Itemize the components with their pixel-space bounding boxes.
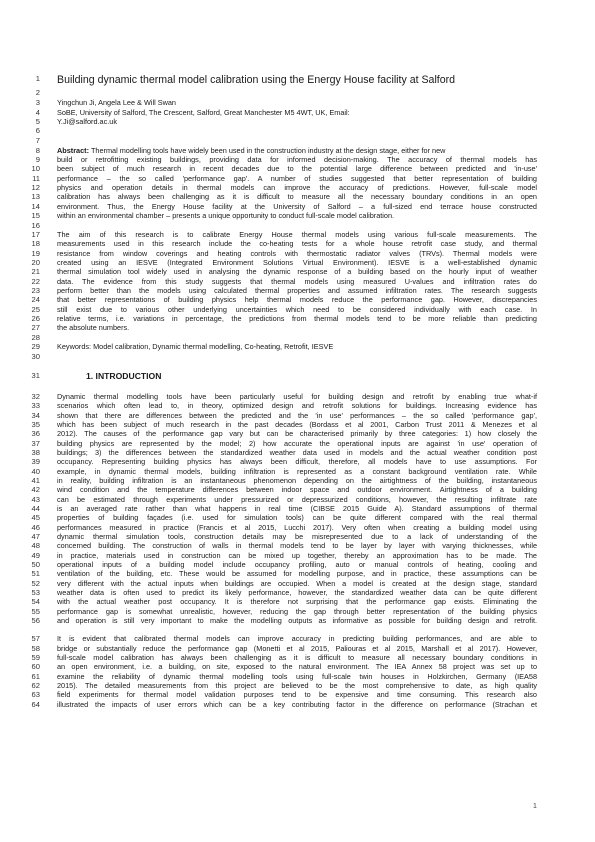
line-text: Yingchun Ji, Angela Lee & Will Swan [57,98,176,107]
line-text: created using an IESVE (Integrated Environment Solutions Virtual Environment). IESVE is a well-established dynamic [57,258,537,267]
line-text: occupancy. Representing building physics has always been difficult, therefore, all models have to use assumptions. For [57,457,537,466]
manuscript-line [0,323,595,333]
manuscript-line [0,485,595,495]
manuscript-line [0,295,595,305]
manuscript-line [0,267,595,277]
line-number: 63 [31,690,40,699]
line-text: and operation is still very important to make the modelling outputs as informative as possible for building design and retrofit. [57,616,537,625]
line-number: 4 [35,108,40,117]
line-number: 13 [31,192,40,201]
line-text: weather data is often used to predict its likely performance, however, the standardized weather data can be quite different [57,588,537,597]
manuscript-line [0,690,595,700]
line-text: thermal simulation tool widely used in analysing the dynamic response of a building based on the hourly input of weather [57,267,537,276]
line-number: 22 [31,277,40,286]
manuscript-line [0,401,595,411]
manuscript-line [0,662,595,672]
line-text: dynamic thermal simulation tools, construction details may be misrepresented due to a lack of understanding of the [57,532,537,541]
line-number: 51 [31,569,40,578]
line-number: 31 [31,371,40,380]
line-number: 52 [31,579,40,588]
line-number: 47 [31,532,40,541]
line-number: 1 [35,74,40,83]
line-text: perform better than the models using calculated thermal properties and assumed infiltration rates. The research suggests [57,286,537,295]
line-number: 6 [35,126,40,135]
line-text: performance – the so called 'performance gap'. A number of studies suggested that better representation of building [57,174,537,183]
line-text: performances measured in practice (Francis et al 2015, Lucchi 2017). Very often when creating a building model using [57,523,537,532]
line-text: shown that there are differences between the predicted and the 'in use' performances – the so called 'performance gap', [57,411,537,420]
manuscript-line [0,634,595,644]
line-text: very different with the actual inputs when buildings are occupied. When a model is created at the design stage, standard [57,579,537,588]
line-number: 43 [31,495,40,504]
manuscript-line [0,371,595,381]
line-number: 53 [31,588,40,597]
line-text: Keywords: Model calibration, Dynamic thermal modelling, Co-heating, Retrofit, IESVE [57,342,334,351]
page-number: 1 [533,803,537,810]
line-number: 25 [31,305,40,314]
line-number: 48 [31,541,40,550]
line-text: an open environment, i.e. a building, on site, exposed to the natural environment. The IEA Annex 58 project was set up to [57,662,537,671]
line-number: 14 [31,202,40,211]
manuscript-line [0,88,595,98]
line-number: 30 [31,352,40,361]
line-number: 27 [31,323,40,332]
line-text: performance gap is somewhat unrealistic, however, reducing the gap through better representation of the building physics [57,607,537,616]
line-number: 41 [31,476,40,485]
line-text: examine the reliability of dynamic thermal modelling tools using full-scale twin houses in Holzkirchen, Germany (IEA58 [57,672,537,681]
manuscript-line [0,513,595,523]
line-number: 37 [31,439,40,448]
line-number: 3 [35,98,40,107]
line-number: 56 [31,616,40,625]
line-number: 58 [31,644,40,653]
manuscript-line [0,164,595,174]
manuscript-line [0,569,595,579]
line-text: wind condition and the temperature differences between indoor space and outdoor environment. Airtightness of a building [57,485,537,494]
line-number: 2 [35,88,40,97]
manuscript-line [0,239,595,249]
line-text: Dynamic thermal modelling tools have been particularly useful for building design and retrofit by enabling true what-if [57,392,537,401]
line-number: 49 [31,551,40,560]
line-text: relative terms, i.e. variations in percentage, the predictions from thermal models tend to be more reliable than predicting [57,314,537,323]
manuscript-line [0,74,595,84]
line-number: 57 [31,634,40,643]
line-number: 9 [35,155,40,164]
line-number: 39 [31,457,40,466]
line-number: 64 [31,700,40,709]
line-number: 54 [31,597,40,606]
manuscript-line [0,457,595,467]
line-number: 46 [31,523,40,532]
line-text: in reality, building infiltration is an instantaneous phenomenon depending on the airtightness of the building, instantaneous [57,476,537,485]
line-number: 50 [31,560,40,569]
line-text: It is evident that calibrated thermal models can improve accuracy in predicting building performances, and are able to [57,634,537,643]
manuscript-line [0,352,595,362]
line-text: resistance from window coverings and heating controls with thermostatic radiator valves (TRVs). Thermal models were [57,249,537,258]
line-number: 44 [31,504,40,513]
line-number: 62 [31,681,40,690]
manuscript-line [0,342,595,352]
line-text: physics and operation details in thermal models can improve the accuracy of predictions. However, full-scale model [57,183,537,192]
line-text: buildings; 3) the differences between the standardized weather data used in models and the actual weather condition post [57,448,537,457]
manuscript-line [0,192,595,202]
line-text: in practice, materials used in construction can be mixed up together, thereby an approximation has to be made. The [57,551,537,560]
line-text: still exist due to various other underlying uncertainties which need to be considered individually with each case. In [57,305,537,314]
line-number: 61 [31,672,40,681]
line-number: 26 [31,314,40,323]
line-text: that better representations of building physics help thermal models reduce the performance gap. However, discrepancies [57,295,537,304]
line-text: field experiments for thermal model validation purposes tend to be expensive and time consuming. This research also [57,690,537,699]
line-number: 38 [31,448,40,457]
line-text: illustrated the impacts of user errors which can be a key contributing factor in the difference on performance (Strachan et [57,700,537,709]
line-number: 19 [31,249,40,258]
line-number: 60 [31,662,40,671]
line-number: 29 [31,342,40,351]
line-number: 33 [31,401,40,410]
paper-title: Building dynamic thermal model calibration using the Energy House facility at Salford [57,74,456,86]
line-number: 34 [31,411,40,420]
line-number: 5 [35,117,40,126]
line-text: SoBE, University of Salford, The Crescent, Salford, Great Manchester M5 4WT, UK, Email: [57,108,350,117]
line-text: with the actual weather post occupancy. It is therefore not surprising that the performance gap exists. Eliminating the [57,597,537,606]
line-number: 42 [31,485,40,494]
line-text: bridge or substantially reduce the performance gap (Monetti et al 2015, Paliouras et al 2015, Marshall et al 2017). However, [57,644,537,653]
line-number: 45 [31,513,40,522]
line-number: 16 [31,221,40,230]
line-number: 40 [31,467,40,476]
line-number: 24 [31,295,40,304]
line-number: 20 [31,258,40,267]
line-number: 12 [31,183,40,192]
manuscript-line [0,541,595,551]
line-number: 17 [31,230,40,239]
line-text: 2015). The detailed measurements from this project are believed to be the most comprehensive to date, as high quality [57,681,537,690]
line-text: operational inputs of a building model include occupancy profiling, auto or manual controls of heating, cooling and [57,560,537,569]
line-text: ventilation of the building, etc. These would be assumed for modelling purpose, and in practice, these assumptions can be [57,569,537,578]
section-heading: 1. INTRODUCTION [86,371,162,381]
line-text: building physics are represented by the model; 2) how accurate the operational inputs are against 'in use' operation of [57,439,537,448]
line-text: within an environmental chamber – presents a unique opportunity to conduct full-scale model calibration. [57,211,395,220]
manuscript-line [0,211,595,221]
line-number: 32 [31,392,40,401]
line-number: 35 [31,420,40,429]
manuscript-line [0,597,595,607]
line-text: The aim of this research is to calibrate Energy House thermal models using various full-scale measurements. The [57,230,537,239]
line-number: 15 [31,211,40,220]
line-number: 8 [35,146,40,155]
manuscript-line [0,616,595,626]
line-text: build or retrofitting existing buildings, providing data for informed decision-making. The accuracy of thermal models has [57,155,537,164]
manuscript-line [0,126,595,136]
line-number: 18 [31,239,40,248]
line-text: full-scale model calibration has always been challenging as it is difficult to measure all necessary boundary conditions in [57,653,537,662]
manuscript-line [0,700,595,710]
line-number: 21 [31,267,40,276]
line-text: measurements used in this research include the co-heating tests for a whole house retrofit case study, and thermal [57,239,537,248]
line-text: calibration has always been challenging as it is difficult to measure all the necessary boundary conditions in an open [57,192,537,201]
line-number: 23 [31,286,40,295]
line-text: which has been subject of much research in the past decades (Bordass et al 2001, Carbon Trust 2011 & Menezes et al [57,420,537,429]
abstract-text: Thermal modelling tools have widely been used in the construction industry at the design stage, either for new [90,146,446,155]
line-number: 36 [31,429,40,438]
line-text: data. The evidence from this study suggests that thermal models using measured U-values and infiltration rates do [57,277,537,286]
line-text: been subject of much research in recent decades due to the potential large difference between predicted and 'in-use' [57,164,537,173]
line-number: 28 [31,333,40,342]
line-text: 2012). The causes of the performance gap vary but can be characterised primarily by three categories: 1) how closely the [57,429,537,438]
line-text: can be estimated through experiments under pressurized or depressurized conditions, however, the resulting infiltrate rate [57,495,537,504]
line-text: example, in dynamic thermal models, building infiltration is represented as a constant background ventilation rate. While [57,467,537,476]
line-text: properties of building façades (i.e. used for simulation tools) can be quite different compared with the real thermal [57,513,537,522]
line-number: 10 [31,164,40,173]
line-number: 55 [31,607,40,616]
line-number: 59 [31,653,40,662]
manuscript-line [0,429,595,439]
manuscript-line [0,98,595,108]
line-text: is an averaged rate rather than what happens in real time (CIBSE 2015 Guide A). Standard assumptions of thermal [57,504,537,513]
line-text: concerned building. The construction of walls in thermal models tend to be layer by layer with varying thicknesses, while [57,541,537,550]
abstract-label: Abstract: [57,146,90,155]
line-text: Y.Ji@salford.ac.uk [57,117,117,126]
line-number: 7 [35,136,40,145]
line-text: scenarios which often lead to, in theory, optimized design and retrofit solutions for buildings. Increasing evidence has [57,401,537,410]
line-text: environment. Thus, the Energy House facility at the University of Salford – a full-sized end terrace house constructed [57,202,537,211]
line-text: the absolute numbers. [57,323,130,332]
line-number: 11 [32,174,40,183]
manuscript-line [0,136,595,146]
